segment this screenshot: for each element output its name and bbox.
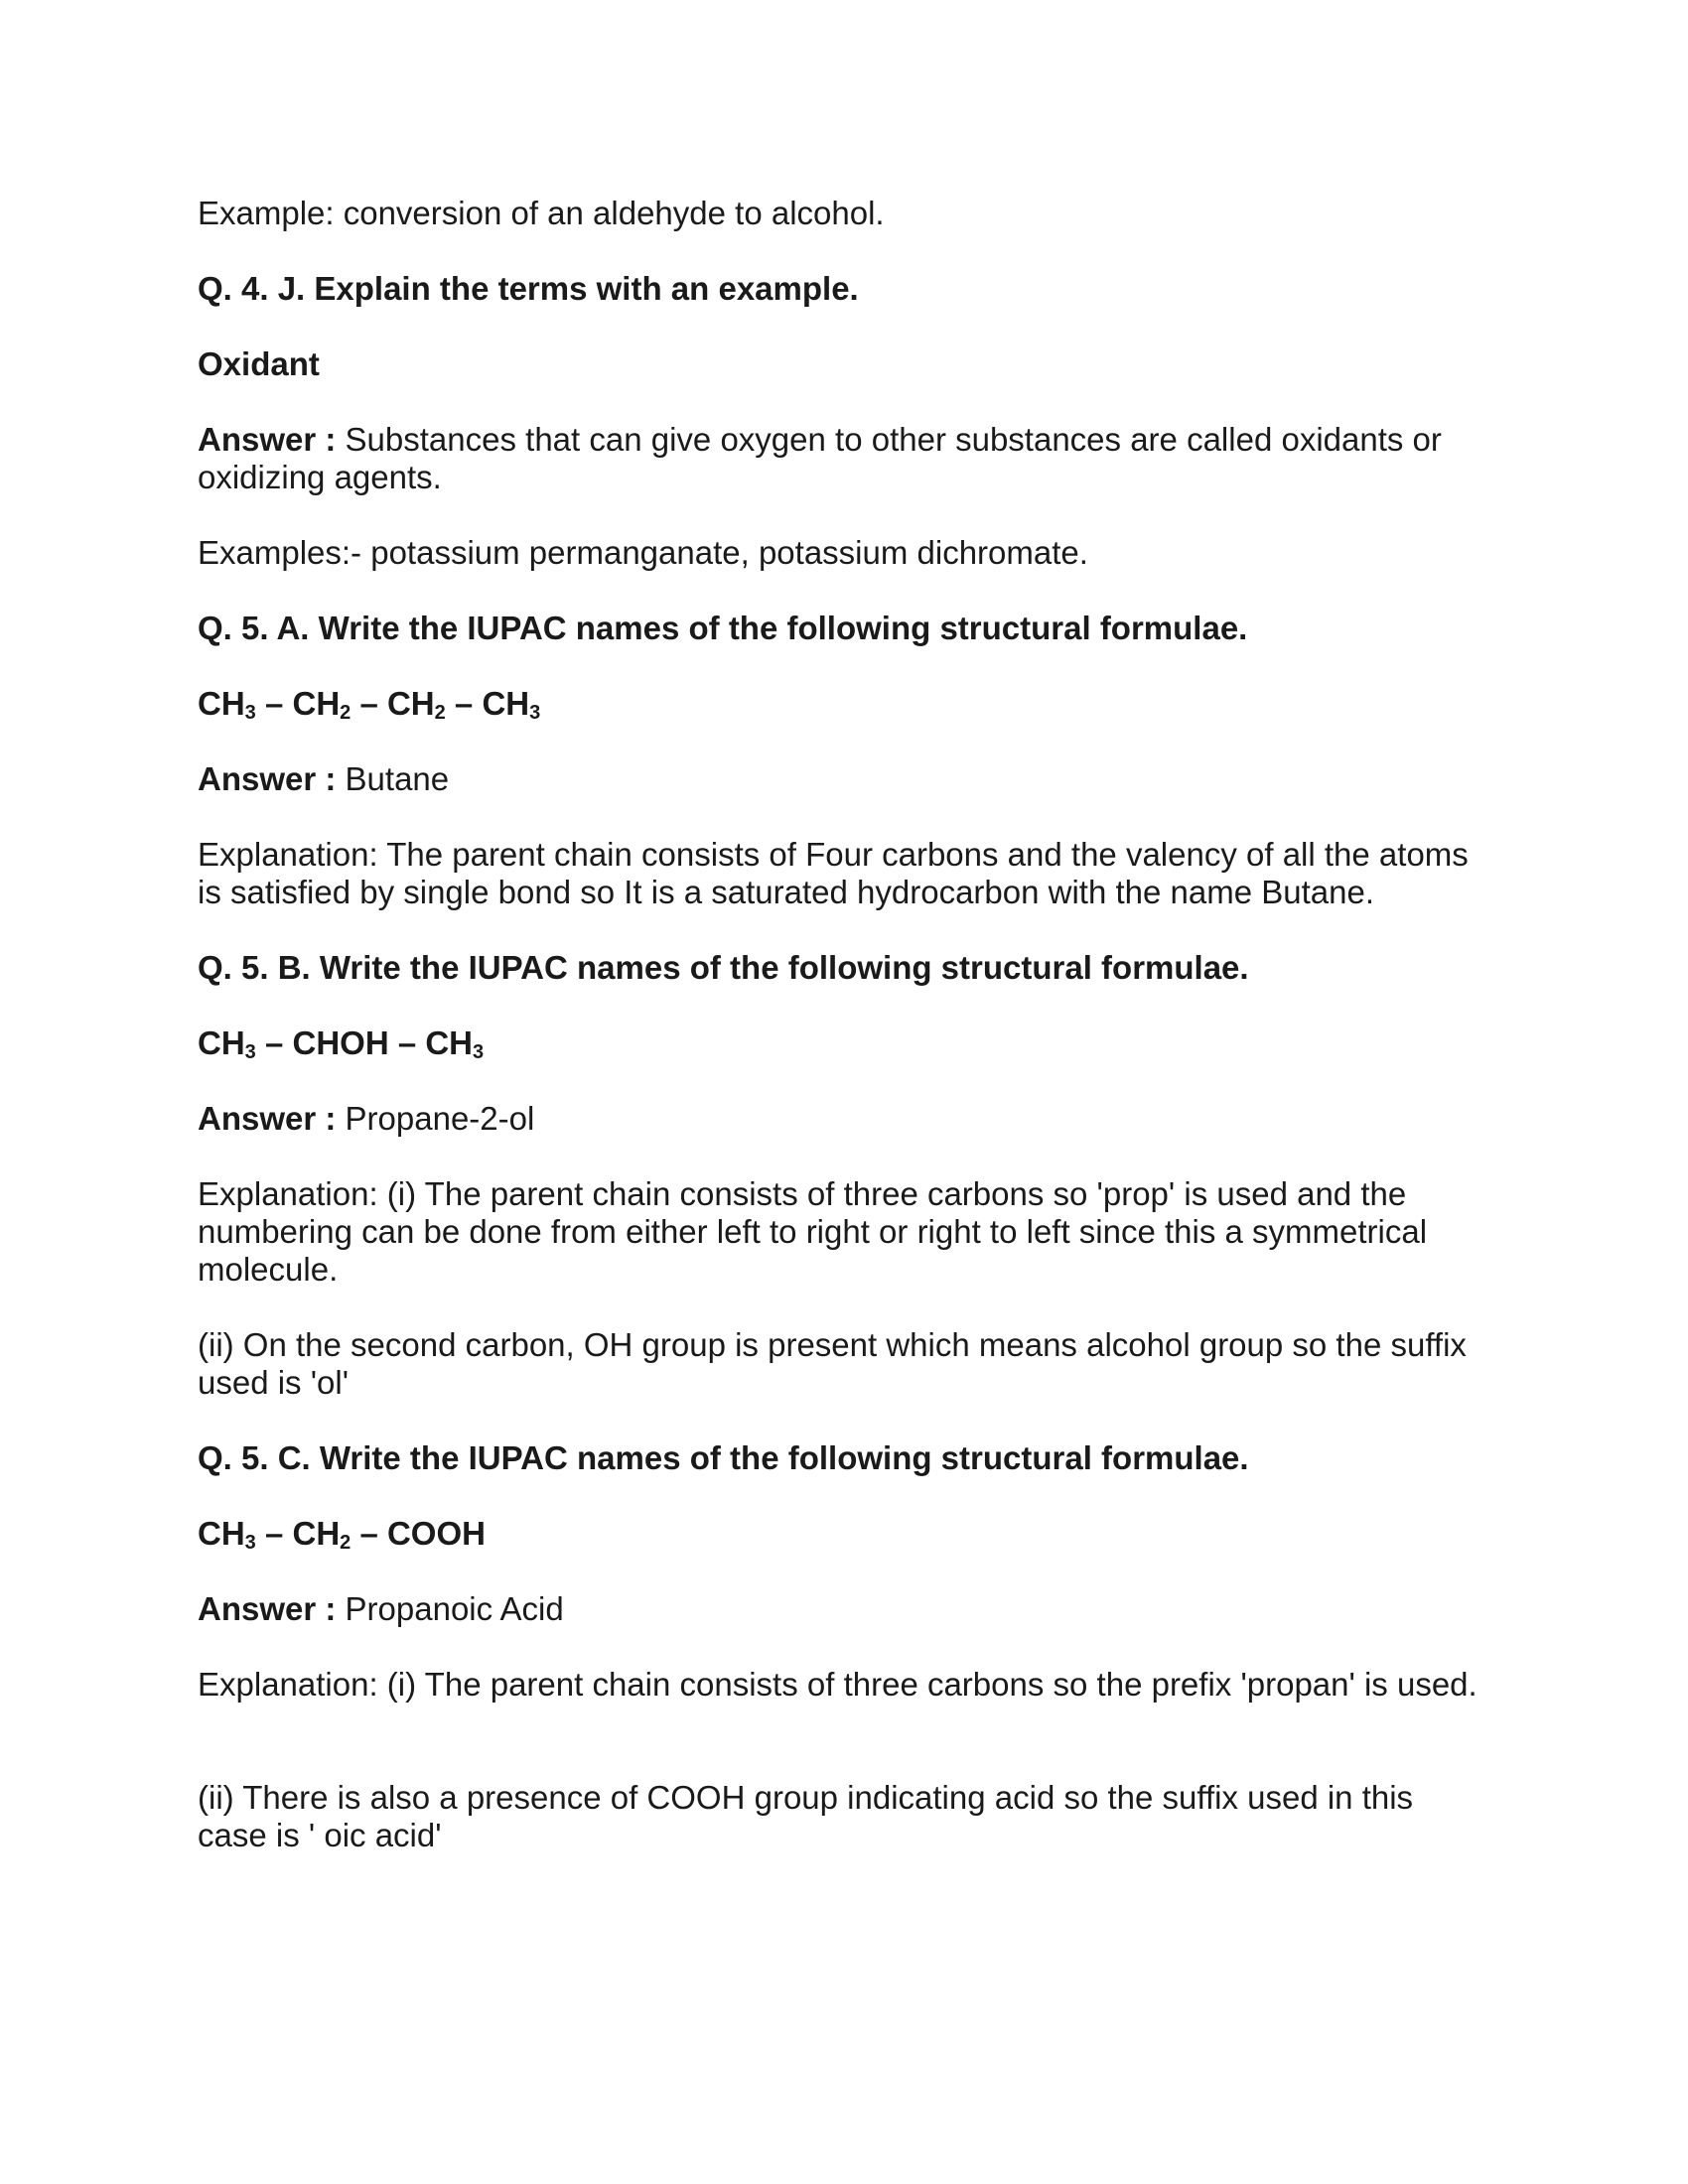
answer-5a [198,760,1488,798]
explanation-5a: Explanation: The parent chain consists of Four carbons and the valency of all the atoms is satisfied by single bond so It is a saturated hydrocarbon with the name Butane. [198,836,1469,910]
formula-text: – COOH [351,1515,486,1552]
answer-label: Answer : [198,421,337,458]
formula-subscript: 3 [244,1041,256,1063]
formula-subscript: 2 [340,702,352,724]
answer-5b [198,1100,1488,1138]
formula-text: CH [198,1024,245,1061]
formula-text: – CH [255,1515,341,1552]
formula-text: – CH [351,685,435,722]
question-5c: Q. 5. C. Write the IUPAC names of the following structural formulae. [198,1439,1249,1476]
explanation-5b-i: Explanation: (i) The parent chain consists of three carbons so 'prop' is used and the numbering can be done from either left to right or right to left since this a symmetrical molecule. [198,1175,1428,1288]
formula-subscript: 2 [340,1532,352,1554]
formula-subscript: 3 [473,1041,485,1063]
explanation-5b-ii: (ii) On the second carbon, OH group is present which means alcohol group so the suffix used is 'ol' [198,1326,1467,1401]
explanation-5c-ii: (ii) There is also a presence of COOH group indicating acid so the suffix used in this case is ' oic acid' [198,1779,1414,1853]
answer-text: Butane [336,760,450,797]
formula-text: CH [198,1515,245,1552]
question-5a: Q. 5. A. Write the IUPAC names of the following structural formulae. [198,610,1248,646]
answer-5c [198,1590,1488,1628]
formula-5a [198,685,1488,723]
formula-text: CH [198,685,245,722]
question-5b: Q. 5. B. Write the IUPAC names of the following structural formulae. [198,949,1249,986]
answer-label: Answer : [198,760,337,797]
formula-subscript: 3 [244,702,256,724]
formula-subscript: 3 [244,1532,256,1554]
document-page [198,195,1488,1892]
oxidant-examples: Examples:- potassium permanganate, potassium dichromate. [198,534,1088,571]
answer-text: Propane-2-ol [336,1100,535,1137]
formula-subscript: 2 [434,702,446,724]
oxidant-title: Oxidant [198,345,320,382]
formula-5c [198,1515,1488,1553]
answer-text: Propanoic Acid [336,1590,564,1627]
intro-example: Example: conversion of an aldehyde to alcohol. [198,195,885,231]
formula-text: – CHOH – CH [255,1024,474,1061]
formula-text: – CH [255,685,341,722]
formula-text: – CH [445,685,530,722]
answer-label: Answer : [198,1590,337,1627]
answer-label: Answer : [198,1100,337,1137]
explanation-5c-i: Explanation: (i) The parent chain consists of three carbons so the prefix 'propan' is used. [198,1666,1477,1703]
formula-5b [198,1024,1488,1062]
formula-subscript: 3 [529,702,541,724]
question-4j: Q. 4. J. Explain the terms with an example. [198,270,859,307]
oxidant-answer [198,421,1488,496]
answer-text: Substances that can give oxygen to other substances are called oxidants or oxidizing agents. [198,421,1442,495]
